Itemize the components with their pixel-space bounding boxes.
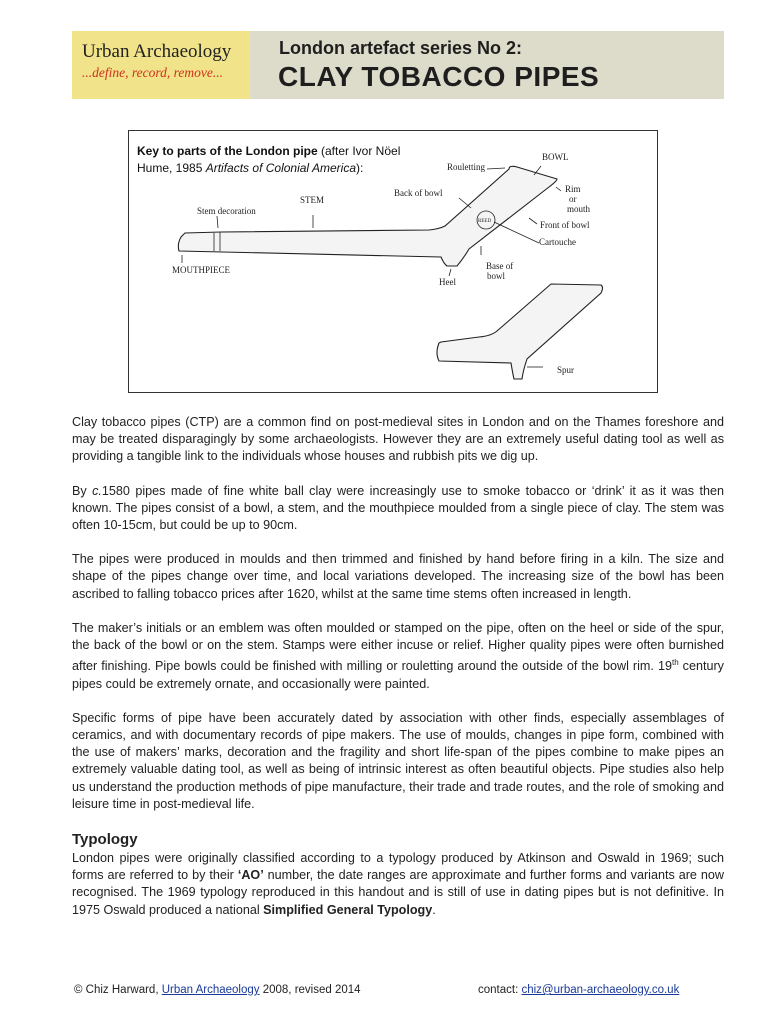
text: The maker’s initials or an emblem was often moulded or stamped on the pipe, often on the heel or side of the spur, the back of the bowl or on the stem. Stamps were either incuse or relief. Higher quality pipes were often burnished after finishing. Pipe bowls could be finished with milling or rouletting around the outside of the bowl rim. 19 xyxy=(72,620,724,674)
label-cartouche: Cartouche xyxy=(539,237,576,247)
ao-term: ‘AO’ xyxy=(237,868,264,883)
key-rest: (after Ivor Nöel Hume, 1985 xyxy=(137,144,401,175)
circa: c. xyxy=(92,483,102,498)
text: By xyxy=(72,483,93,498)
text: © Chiz Harward, xyxy=(74,984,162,996)
label-base-of: Base of xyxy=(486,261,514,271)
key-bold: Key to parts of the London pipe xyxy=(137,144,318,158)
key-end: ): xyxy=(356,161,364,175)
pipe-diagram xyxy=(128,130,658,393)
label-heel: Heel xyxy=(439,277,456,287)
paragraph-dating: Specific forms of pipe have been accurately dated by association with other finds, especially assemblages of ceramics, and with documentary records of pipe makers. The use of moulds, changes in pipe form, combined with the use of makers’ marks, decoration and the fragility and short life-span of the pipes combine to make pipes an extremely valuable dating tool, as well as being of intrinsic interest as often beautiful objects. Pipe studies also help us understand the production methods of pipe manufacture, their trade and trade routes, and the role of smoking and leisure time in post-medieval life. xyxy=(72,710,724,811)
text: 1580 pipes made of fine white ball clay were increasingly use to smoke tobacco or ‘drink’ it as it was then known. The pipes consist of a bowl, a stem, and the mouthpiece moulded from a single piece of clay. The stem was often 10-15cm, but could be up to 90cm. xyxy=(72,483,724,533)
email-link[interactable]: chiz@urban-archaeology.co.uk xyxy=(521,984,680,996)
spur-pipe-shape xyxy=(437,284,603,379)
typology-heading: Typology xyxy=(72,831,138,849)
label-bowl: BOWL xyxy=(542,152,569,162)
logo xyxy=(72,31,250,99)
logo-tagline: ...define, record, remove... xyxy=(82,65,223,80)
logo-title: Urban Archaeology xyxy=(82,41,232,62)
superscript: th xyxy=(671,658,679,668)
key-book-title: Artifacts of Colonial America xyxy=(205,161,356,175)
footer-copyright xyxy=(74,984,361,996)
body-text xyxy=(72,414,724,919)
page-title: CLAY TOBACCO PIPES xyxy=(278,61,600,92)
label-rouletting: Rouletting xyxy=(447,162,485,172)
diagram-key-caption xyxy=(137,143,437,177)
label-stem: STEM xyxy=(300,195,325,205)
paragraph-typology xyxy=(72,850,724,919)
label-mouthpiece: MOUTHPIECE xyxy=(172,265,230,275)
text: century pipes could be extremely ornate, and occasionally were painted. xyxy=(72,659,724,691)
paragraph-history xyxy=(72,483,724,535)
label-mouth: mouth xyxy=(567,204,591,214)
label-or: or xyxy=(569,194,577,204)
org-link[interactable]: Urban Archaeology xyxy=(161,984,260,996)
contact-label: contact: xyxy=(478,984,522,996)
footer-contact xyxy=(478,984,679,996)
label-stem-decoration: Stem decoration xyxy=(197,206,256,216)
label-base-bowl: bowl xyxy=(487,271,505,281)
paragraph-marks xyxy=(72,620,724,693)
cartouche-stamp-text: REED xyxy=(478,219,492,224)
paragraph-intro: Clay tobacco pipes (CTP) are a common find on post-medieval sites in London and on the Thames foreshore and may be treated disparagingly by some archaeologists. However they are an extremely useful dating tool as well as providing a tangible link to the individuals whose houses and rubbish pits we dig up. xyxy=(72,415,724,464)
paragraph-production: The pipes were produced in moulds and then trimmed and finished by hand before firing in a kiln. The size and shape of the pipes change over time, and local variations developed. The increasing size of the bowl has been ascribed to falling tobacco prices after 1620, whilst at the same time stems often increased in length. xyxy=(72,552,724,601)
series-subtitle: London artefact series No 2: xyxy=(279,38,523,58)
text: 2008, revised 2014 xyxy=(259,984,361,996)
main-pipe-shape xyxy=(178,166,557,266)
label-rim: Rim xyxy=(565,184,581,194)
text: . xyxy=(432,902,436,917)
header-banner xyxy=(72,31,724,99)
sgt-term: Simplified General Typology xyxy=(263,902,433,917)
label-spur: Spur xyxy=(557,365,575,375)
label-back-of-bowl: Back of bowl xyxy=(394,188,443,198)
text: London pipes were originally classified according to a typology produced by Atkinson and Oswald in 1969; such forms are referred to by their xyxy=(72,851,724,883)
label-front-of-bowl: Front of bowl xyxy=(540,220,590,230)
text: number, the date ranges are approximate and further forms and variants are now recognised. The 1969 typology reproduced in this handout and is still of use in dating pipes but is not definitive. In 1975 Oswald produced a national xyxy=(72,868,724,917)
